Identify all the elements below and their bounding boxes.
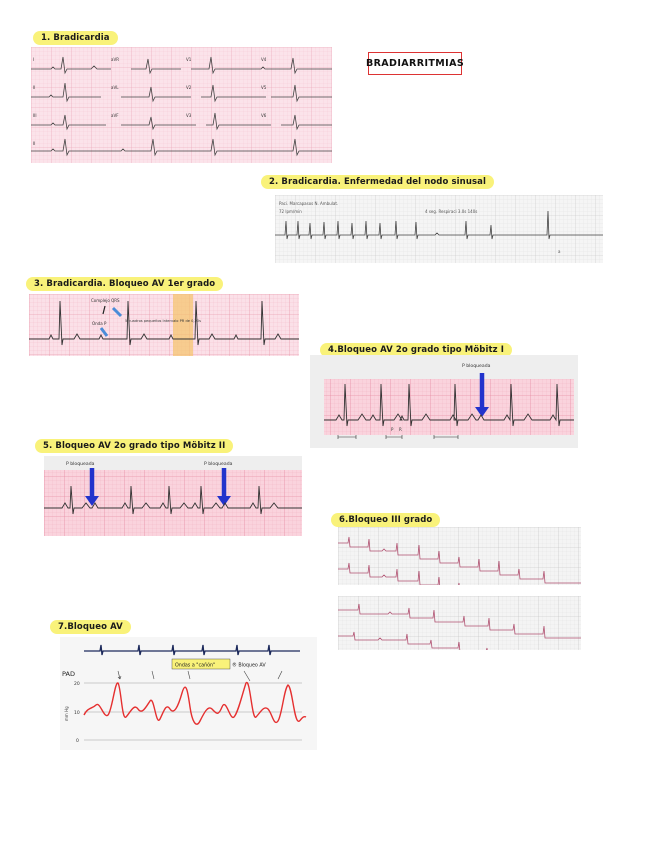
svg-text:a: a xyxy=(558,249,561,254)
p-blocked-label-2: P bloqueada xyxy=(204,462,233,467)
section-7-label: 7.Bloqueo AV xyxy=(50,620,131,634)
p-blocked-label: P bloqueada xyxy=(462,364,491,369)
lead-label: V1 xyxy=(186,57,192,62)
annotation-qrs: Complejo QRS xyxy=(91,298,120,303)
strip-left-note: 72 lpm/min xyxy=(279,209,302,214)
p-mark: P xyxy=(391,427,394,432)
lead-label: III xyxy=(33,113,37,118)
lead-label: aVF xyxy=(111,113,119,118)
lead-label: V2 xyxy=(186,85,192,90)
section-5-label: 5. Bloqueo AV 2o grado tipo Möbitz II xyxy=(35,439,233,453)
strip-right-note: 4 seg. Respiraci 3.0s 140s xyxy=(425,209,478,214)
unit-label: mm Hg xyxy=(64,706,69,721)
page-title: BRADIARRITMIAS xyxy=(368,52,462,75)
section-3-label: 3. Bradicardia. Bloqueo AV 1er grado xyxy=(26,277,223,291)
ecg-mobitz-1-image xyxy=(310,355,578,448)
section-1-label: 1. Bradicardia xyxy=(33,31,118,45)
strip-header: Paci. Marcapasos N. Ambulat. xyxy=(279,201,339,206)
y-tick: 10 xyxy=(74,711,80,716)
pr-interval-highlight xyxy=(173,294,193,356)
lead-label: V3 xyxy=(186,113,192,118)
lead-label: V6 xyxy=(261,113,267,118)
ecg-third-degree-strip-1 xyxy=(338,527,581,585)
ecg-12-lead-image xyxy=(31,47,332,163)
annotation-p: Onda P xyxy=(92,321,107,326)
ecg-first-degree-block-image xyxy=(29,294,299,356)
r-mark: R xyxy=(399,427,402,432)
section-6-label: 6.Bloqueo III grado xyxy=(331,513,440,527)
section-4-label: 4.Bloqueo AV 2o grado tipo Möbitz I xyxy=(320,343,512,357)
lead-label: II xyxy=(33,141,36,146)
cannon-label: Ondas a "cañón" xyxy=(175,663,216,669)
ecg-sinus-node-image xyxy=(275,195,603,263)
pad-label: PAD xyxy=(62,670,75,678)
annotation-interval: 5 cuadros pequeños Intervalo PR de 0,20s xyxy=(125,319,201,323)
lead-label: I xyxy=(33,57,35,62)
ecg-third-degree-strip-2 xyxy=(338,596,581,650)
y-tick: 0 xyxy=(76,739,79,744)
lead-label: II xyxy=(33,85,36,90)
bloqueo-note: ® Bloqueo AV xyxy=(232,663,266,669)
y-tick: 20 xyxy=(74,682,80,687)
bp-av-block-image xyxy=(60,637,317,750)
p-blocked-label-1: P bloqueada xyxy=(66,462,95,467)
lead-label: V4 xyxy=(261,57,267,62)
lead-label: aVR xyxy=(111,57,119,62)
ecg-mobitz-2-image xyxy=(44,456,302,536)
lead-label: V5 xyxy=(261,85,267,90)
lead-label: aVL xyxy=(111,85,119,90)
section-2-label: 2. Bradicardia. Enfermedad del nodo sinusal xyxy=(261,175,494,189)
